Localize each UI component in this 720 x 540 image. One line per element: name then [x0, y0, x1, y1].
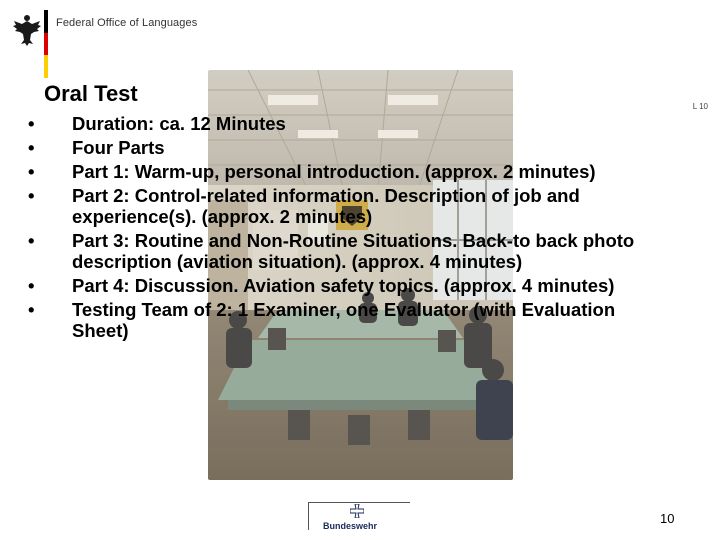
bullet-item	[28, 113, 668, 134]
bundeswehr-logo: Bundeswehr	[323, 521, 378, 531]
bullet-item	[28, 299, 668, 341]
iron-cross-icon	[350, 504, 364, 518]
bullet-icon: •	[28, 161, 35, 182]
bullet-item	[28, 230, 668, 272]
bullet-item	[28, 185, 668, 227]
flag-gold	[44, 55, 48, 78]
bullet-text: Testing Team of 2: 1 Examiner, one Evaluator (with Evaluation Sheet)	[72, 299, 616, 341]
bullet-item	[28, 161, 668, 182]
bullet-item	[28, 137, 668, 158]
bullet-icon: •	[28, 230, 35, 251]
bullet-text: Part 4: Discussion. Aviation safety topics. (approx. 4 minutes)	[72, 275, 615, 296]
bullet-icon: •	[28, 299, 35, 320]
bullet-text: Part 1: Warm-up, personal introduction. (approx. 2 minutes)	[72, 161, 596, 182]
bullet-icon: •	[28, 185, 35, 206]
bullet-icon: •	[28, 275, 35, 296]
logo-frame-left	[308, 502, 309, 530]
page-number: 10	[660, 511, 675, 526]
bullet-item	[28, 275, 668, 296]
org-name: Federal Office of Languages	[56, 17, 198, 29]
flag-black	[44, 10, 48, 33]
bullet-list	[28, 113, 668, 344]
bullet-text: Part 2: Control-related information. Description of job and experience(s). (approx. 2 minutes)	[72, 185, 580, 227]
bullet-text: Part 3: Routine and Non-Routine Situations. Back-to back photo description (aviation situation). (approx. 4 minutes)	[72, 230, 635, 272]
flag-stripe	[44, 10, 48, 78]
bullet-icon: •	[28, 137, 35, 158]
slide-ref-code: L 10	[692, 102, 708, 111]
bullet-icon: •	[28, 113, 35, 134]
bullet-text: Four Parts	[72, 137, 165, 158]
slide-title: Oral Test	[44, 81, 138, 106]
bullet-text: Duration: ca. 12 Minutes	[72, 113, 286, 134]
flag-red	[44, 33, 48, 56]
logo-frame-top	[308, 502, 410, 503]
eagle-emblem-icon	[12, 10, 42, 50]
